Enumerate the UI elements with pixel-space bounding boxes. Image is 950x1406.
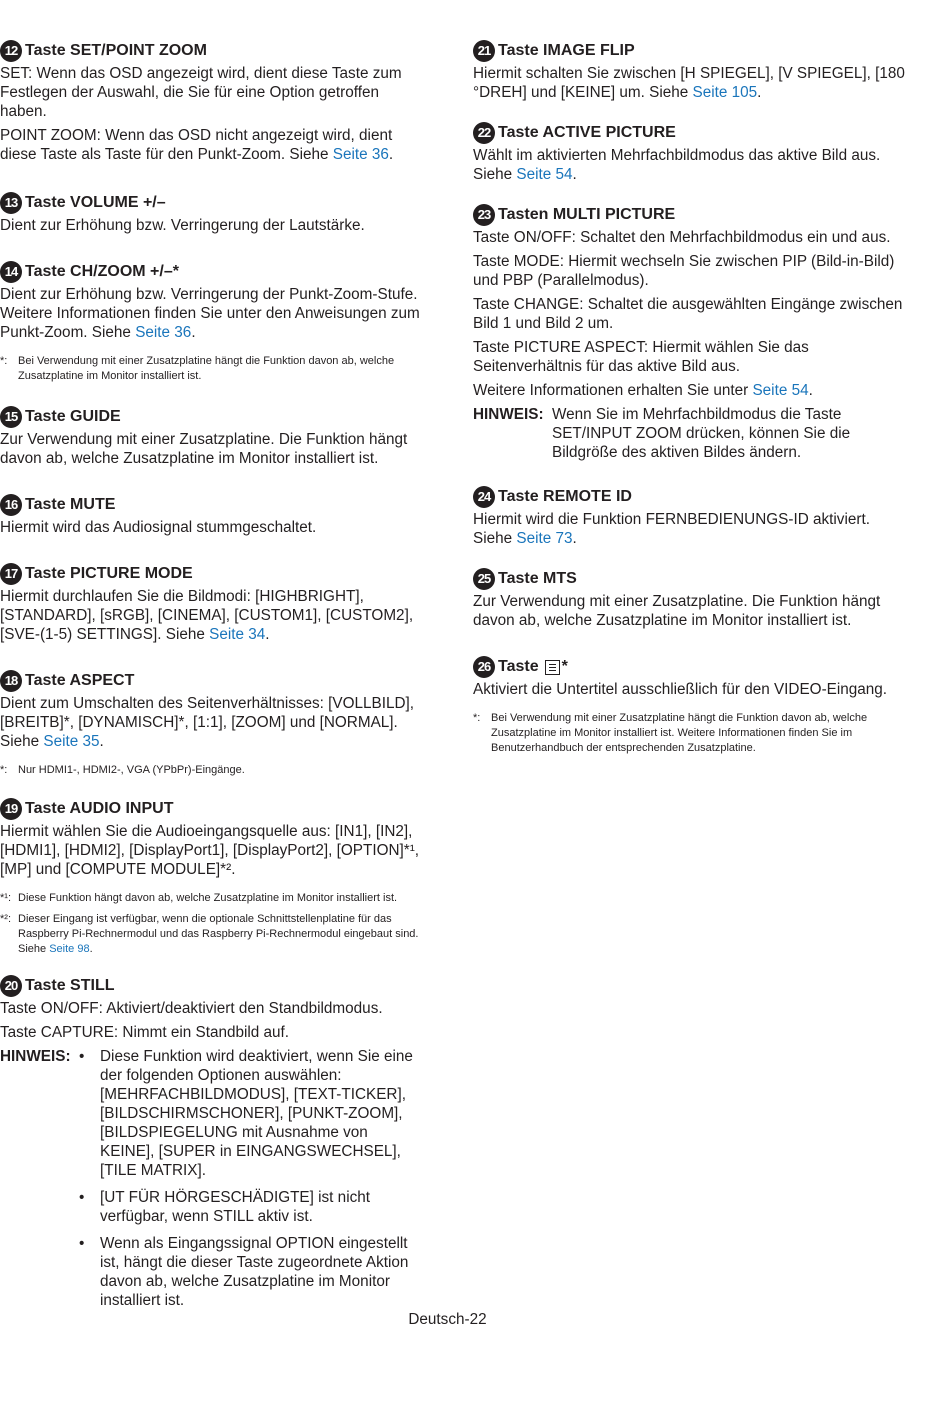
section-13: [0, 192, 425, 235]
footnote: [473, 711, 913, 756]
section-title: Taste IMAGE FLIP: [498, 42, 635, 59]
page-link[interactable]: Seite 54: [752, 382, 809, 399]
paragraph: Taste MODE: Hiermit wechseln Sie zwischen PIP (Bild-in-Bild) und PBP (Parallelmodus).: [473, 253, 895, 289]
number-badge: 25: [473, 568, 495, 590]
paragraph-text: .: [99, 733, 104, 750]
paragraph: Taste CHANGE: Schaltet die ausgewählten Eingänge zwischen Bild 1 und Bild 2 um.: [473, 296, 903, 332]
note-label: HINWEIS:: [0, 1048, 71, 1065]
paragraph-text: .: [808, 382, 813, 399]
footnote-text: Nur HDMI1-, HDMI2-, VGA (YPbPr)-Eingänge.: [18, 764, 245, 776]
paragraph-text: POINT ZOOM: Wenn das OSD nicht angezeigt wird, dient diese Taste als Taste für den Punkt-Zoom. Siehe: [0, 127, 393, 163]
footnote: [0, 891, 425, 906]
section-title: Taste CH/ZOOM +/–*: [25, 263, 179, 280]
footnote-text: Diese Funktion hängt davon ab, welche Zusatzplatine im Monitor installiert ist.: [18, 892, 398, 904]
section-title: Taste VOLUME +/–: [25, 194, 166, 211]
bullet-text: [UT FÜR HÖRGESCHÄDIGTE] ist nicht verfügbar, wenn STILL aktiv ist.: [100, 1189, 370, 1225]
number-badge: 12: [0, 40, 22, 62]
paragraph: [0, 587, 425, 644]
note-bullets: [79, 1047, 425, 1318]
section-heading: [473, 486, 913, 508]
paragraph: [473, 146, 913, 184]
paragraph: [0, 126, 425, 164]
page-link[interactable]: Seite 73: [516, 530, 573, 547]
section-26: [473, 656, 913, 756]
section-heading: [473, 40, 913, 62]
number-badge: 15: [0, 406, 22, 428]
bullet-text: Wenn als Eingangssignal OPTION eingestellt ist, hängt die dieser Taste zugeordnete Aktion davon ab, welche Zusatzplatine im Monitor installiert ist.: [100, 1235, 409, 1309]
page-link[interactable]: Seite 105: [692, 84, 758, 101]
section-12: [0, 40, 425, 164]
section-title-suffix: *: [561, 658, 568, 675]
section-heading: [473, 568, 913, 590]
number-badge: 22: [473, 122, 495, 144]
section-heading: [0, 975, 425, 997]
section-title: Taste ACTIVE PICTURE: [498, 124, 676, 141]
section-title: Taste GUIDE: [25, 408, 121, 425]
section-23: [473, 204, 913, 462]
number-badge: 23: [473, 204, 495, 226]
footnote: [0, 912, 425, 957]
bullet-item: [79, 1047, 425, 1180]
subtitle-icon: [545, 660, 560, 675]
footnote-text-part: .: [89, 943, 93, 955]
section-22: [473, 122, 913, 184]
paragraph-text: Hiermit schalten Sie zwischen [H SPIEGEL], [V SPIEGEL], [180 °DREH] und [KEINE] um. Siehe: [473, 65, 905, 101]
section-title: Tasten MULTI PICTURE: [498, 206, 676, 223]
number-badge: 20: [0, 975, 22, 997]
bullet-item: [79, 1188, 425, 1226]
section-heading: [473, 204, 913, 226]
paragraph-text: Wählt im aktivierten Mehrfachbildmodus das aktive Bild aus. Siehe: [473, 147, 881, 183]
bullet-item: [79, 1234, 425, 1310]
paragraph: Zur Verwendung mit einer Zusatzplatine. Die Funktion hängt davon ab, welche Zusatzplatine im Monitor installiert ist.: [0, 431, 408, 467]
section-heading: [0, 261, 425, 283]
number-badge: 24: [473, 486, 495, 508]
number-badge: 17: [0, 563, 22, 585]
paragraph-text: .: [388, 146, 394, 163]
section-title: Taste SET/POINT ZOOM: [25, 42, 207, 59]
note-block: [0, 1047, 425, 1318]
paragraph: Aktiviert die Untertitel ausschließlich für den VIDEO-Eingang.: [473, 681, 888, 698]
section-heading: [0, 563, 425, 585]
paragraph-text: Hiermit wird die Funktion FERNBEDIENUNGS-ID aktiviert. Siehe: [473, 511, 870, 547]
left-column: [0, 40, 425, 1336]
section-heading: [0, 670, 425, 692]
section-18: [0, 670, 425, 778]
page-number: Deutsch-22: [408, 1311, 487, 1328]
section-title: Taste MTS: [498, 570, 577, 587]
section-heading: [473, 656, 913, 678]
right-column: [473, 40, 913, 774]
paragraph: [0, 694, 425, 751]
bullet-dot: •: [79, 1048, 85, 1065]
paragraph: Taste CAPTURE: Nimmt ein Standbild auf.: [0, 1024, 290, 1041]
note-label: HINWEIS:: [473, 406, 544, 423]
footnote: [0, 354, 425, 384]
paragraph: SET: Wenn das OSD angezeigt wird, dient diese Taste zum Festlegen der Auswahl, die Sie für eine Option getroffen haben.: [0, 65, 402, 120]
paragraph: Taste ON/OFF: Aktiviert/deaktiviert den Standbildmodus.: [0, 1000, 383, 1017]
section-title: Taste MUTE: [25, 496, 116, 513]
page-link[interactable]: Seite 36: [332, 146, 389, 163]
footnote: [0, 763, 425, 778]
paragraph-text: Dient zum Umschalten des Seitenverhältnisses: [VOLLBILD], [BREITB]*, [DYNAMISCH]*, [1:1], [ZOOM] und [NORMAL]. Siehe: [0, 695, 415, 750]
paragraph-text: .: [572, 530, 577, 547]
note-text: Wenn Sie im Mehrfachbildmodus die Taste SET/INPUT ZOOM drücken, können Sie die Bildgröße des aktiven Bildes ändern.: [552, 406, 851, 461]
section-20: [0, 975, 425, 1318]
section-title: Taste REMOTE ID: [498, 488, 632, 505]
footnote-text: Bei Verwendung mit einer Zusatzplatine hängt die Funktion davon ab, welche Zusatzplatine im Monitor installiert ist.: [18, 355, 395, 382]
section-heading: [0, 406, 425, 428]
paragraph: Zur Verwendung mit einer Zusatzplatine. Die Funktion hängt davon ab, welche Zusatzplatine im Monitor installiert ist.: [473, 593, 881, 629]
section-heading: [473, 122, 913, 144]
number-badge: 19: [0, 798, 22, 820]
number-badge: 21: [473, 40, 495, 62]
bullet-dot: •: [79, 1235, 85, 1252]
paragraph-text: .: [191, 324, 196, 341]
section-17: [0, 563, 425, 644]
paragraph-text: Weitere Informationen erhalten Sie unter: [473, 382, 753, 399]
section-title: Taste ASPECT: [25, 672, 135, 689]
section-heading: [0, 192, 425, 214]
footnote-mark: *²:: [0, 913, 11, 925]
page-link[interactable]: Seite 98: [49, 943, 90, 955]
section-15: [0, 406, 425, 468]
paragraph-text: .: [265, 626, 270, 643]
footnote-text: Bei Verwendung mit einer Zusatzplatine hängt die Funktion davon ab, welche Zusatzplatine im Monitor installiert ist. Weitere Informationen finden Sie im Benutzerhandbuch der entsprechenden Zusatzplatine.: [491, 712, 868, 754]
number-badge: 26: [473, 656, 495, 678]
paragraph-text: Dient zur Erhöhung bzw. Verringerung der Punkt-Zoom-Stufe. Weitere Informationen finden Sie unter den Anweisungen zum Punkt-Zoom. Siehe: [0, 286, 420, 341]
paragraph: Dient zur Erhöhung bzw. Verringerung der Lautstärke.: [0, 217, 365, 234]
section-title: Taste PICTURE MODE: [25, 565, 193, 582]
page-link[interactable]: Seite 34: [209, 626, 266, 643]
paragraph: [0, 285, 425, 342]
section-heading: [0, 798, 425, 820]
section-title: Taste STILL: [25, 977, 115, 994]
bullet-dot: •: [79, 1189, 85, 1206]
number-badge: 16: [0, 494, 22, 516]
note-block: [473, 405, 913, 462]
section-16: [0, 494, 425, 537]
section-21: [473, 40, 913, 102]
footnote-mark: *:: [473, 712, 481, 724]
section-25: [473, 568, 913, 630]
paragraph: [473, 381, 913, 400]
paragraph-text: Hiermit durchlaufen Sie die Bildmodi: [HIGHBRIGHT], [STANDARD], [sRGB], [CINEMA], [CUSTOM1], [CUSTOM2], [SVE-(1-5) SETTINGS]. Siehe: [0, 588, 414, 643]
paragraph: Taste ON/OFF: Schaltet den Mehrfachbildmodus ein und aus.: [473, 229, 891, 246]
footnote-mark: *:: [0, 764, 8, 776]
paragraph-text: .: [572, 166, 577, 183]
paragraph: Hiermit wählen Sie die Audioeingangsquelle aus: [IN1], [IN2], [HDMI1], [HDMI2], [DisplayPort1], [DisplayPort2], [OPTION]*¹, [MP] und [COMPUTE MODULE]*².: [0, 823, 420, 878]
paragraph: Hiermit wird das Audiosignal stummgeschaltet.: [0, 519, 317, 536]
section-heading: [0, 494, 425, 516]
section-heading: [0, 40, 425, 62]
page-link[interactable]: Seite 54: [516, 166, 573, 183]
paragraph: [473, 64, 913, 102]
footnote-mark: *:: [0, 355, 8, 367]
section-24: [473, 486, 913, 548]
section-19: [0, 798, 425, 957]
paragraph: [473, 510, 913, 548]
bullet-text: Diese Funktion wird deaktiviert, wenn Sie eine der folgenden Optionen auswählen: [MEHRFACHBILDMODUS], [TEXT-TICKER], [BILDSCHIRMSCHONER], [PUNKT-ZOOM], [BILDSPIEGELUNG mit Ausnahme von KEINE], [SUPER in EINGANGSWECHSEL], [TILE MATRIX].: [100, 1048, 413, 1179]
footnote-mark: *¹:: [0, 892, 11, 904]
section-14: [0, 261, 425, 384]
number-badge: 18: [0, 670, 22, 692]
page-link[interactable]: Seite 35: [43, 733, 100, 750]
paragraph: Taste PICTURE ASPECT: Hiermit wählen Sie das Seitenverhältnis für das aktive Bild aus.: [473, 339, 809, 375]
footnote-text: [18, 912, 425, 957]
section-title: Taste AUDIO INPUT: [25, 800, 174, 817]
section-title: Taste: [498, 658, 539, 675]
page-link[interactable]: Seite 36: [135, 324, 192, 341]
number-badge: 14: [0, 261, 22, 283]
paragraph-text: .: [757, 84, 762, 101]
footnote-text-part: Dieser Eingang ist verfügbar, wenn die optionale Schnittstellenplatine für das Raspberry Pi-Rechnermodul und das Raspberry Pi-Rechnermodul eingebaut sind. Siehe: [18, 913, 419, 955]
number-badge: 13: [0, 192, 22, 214]
